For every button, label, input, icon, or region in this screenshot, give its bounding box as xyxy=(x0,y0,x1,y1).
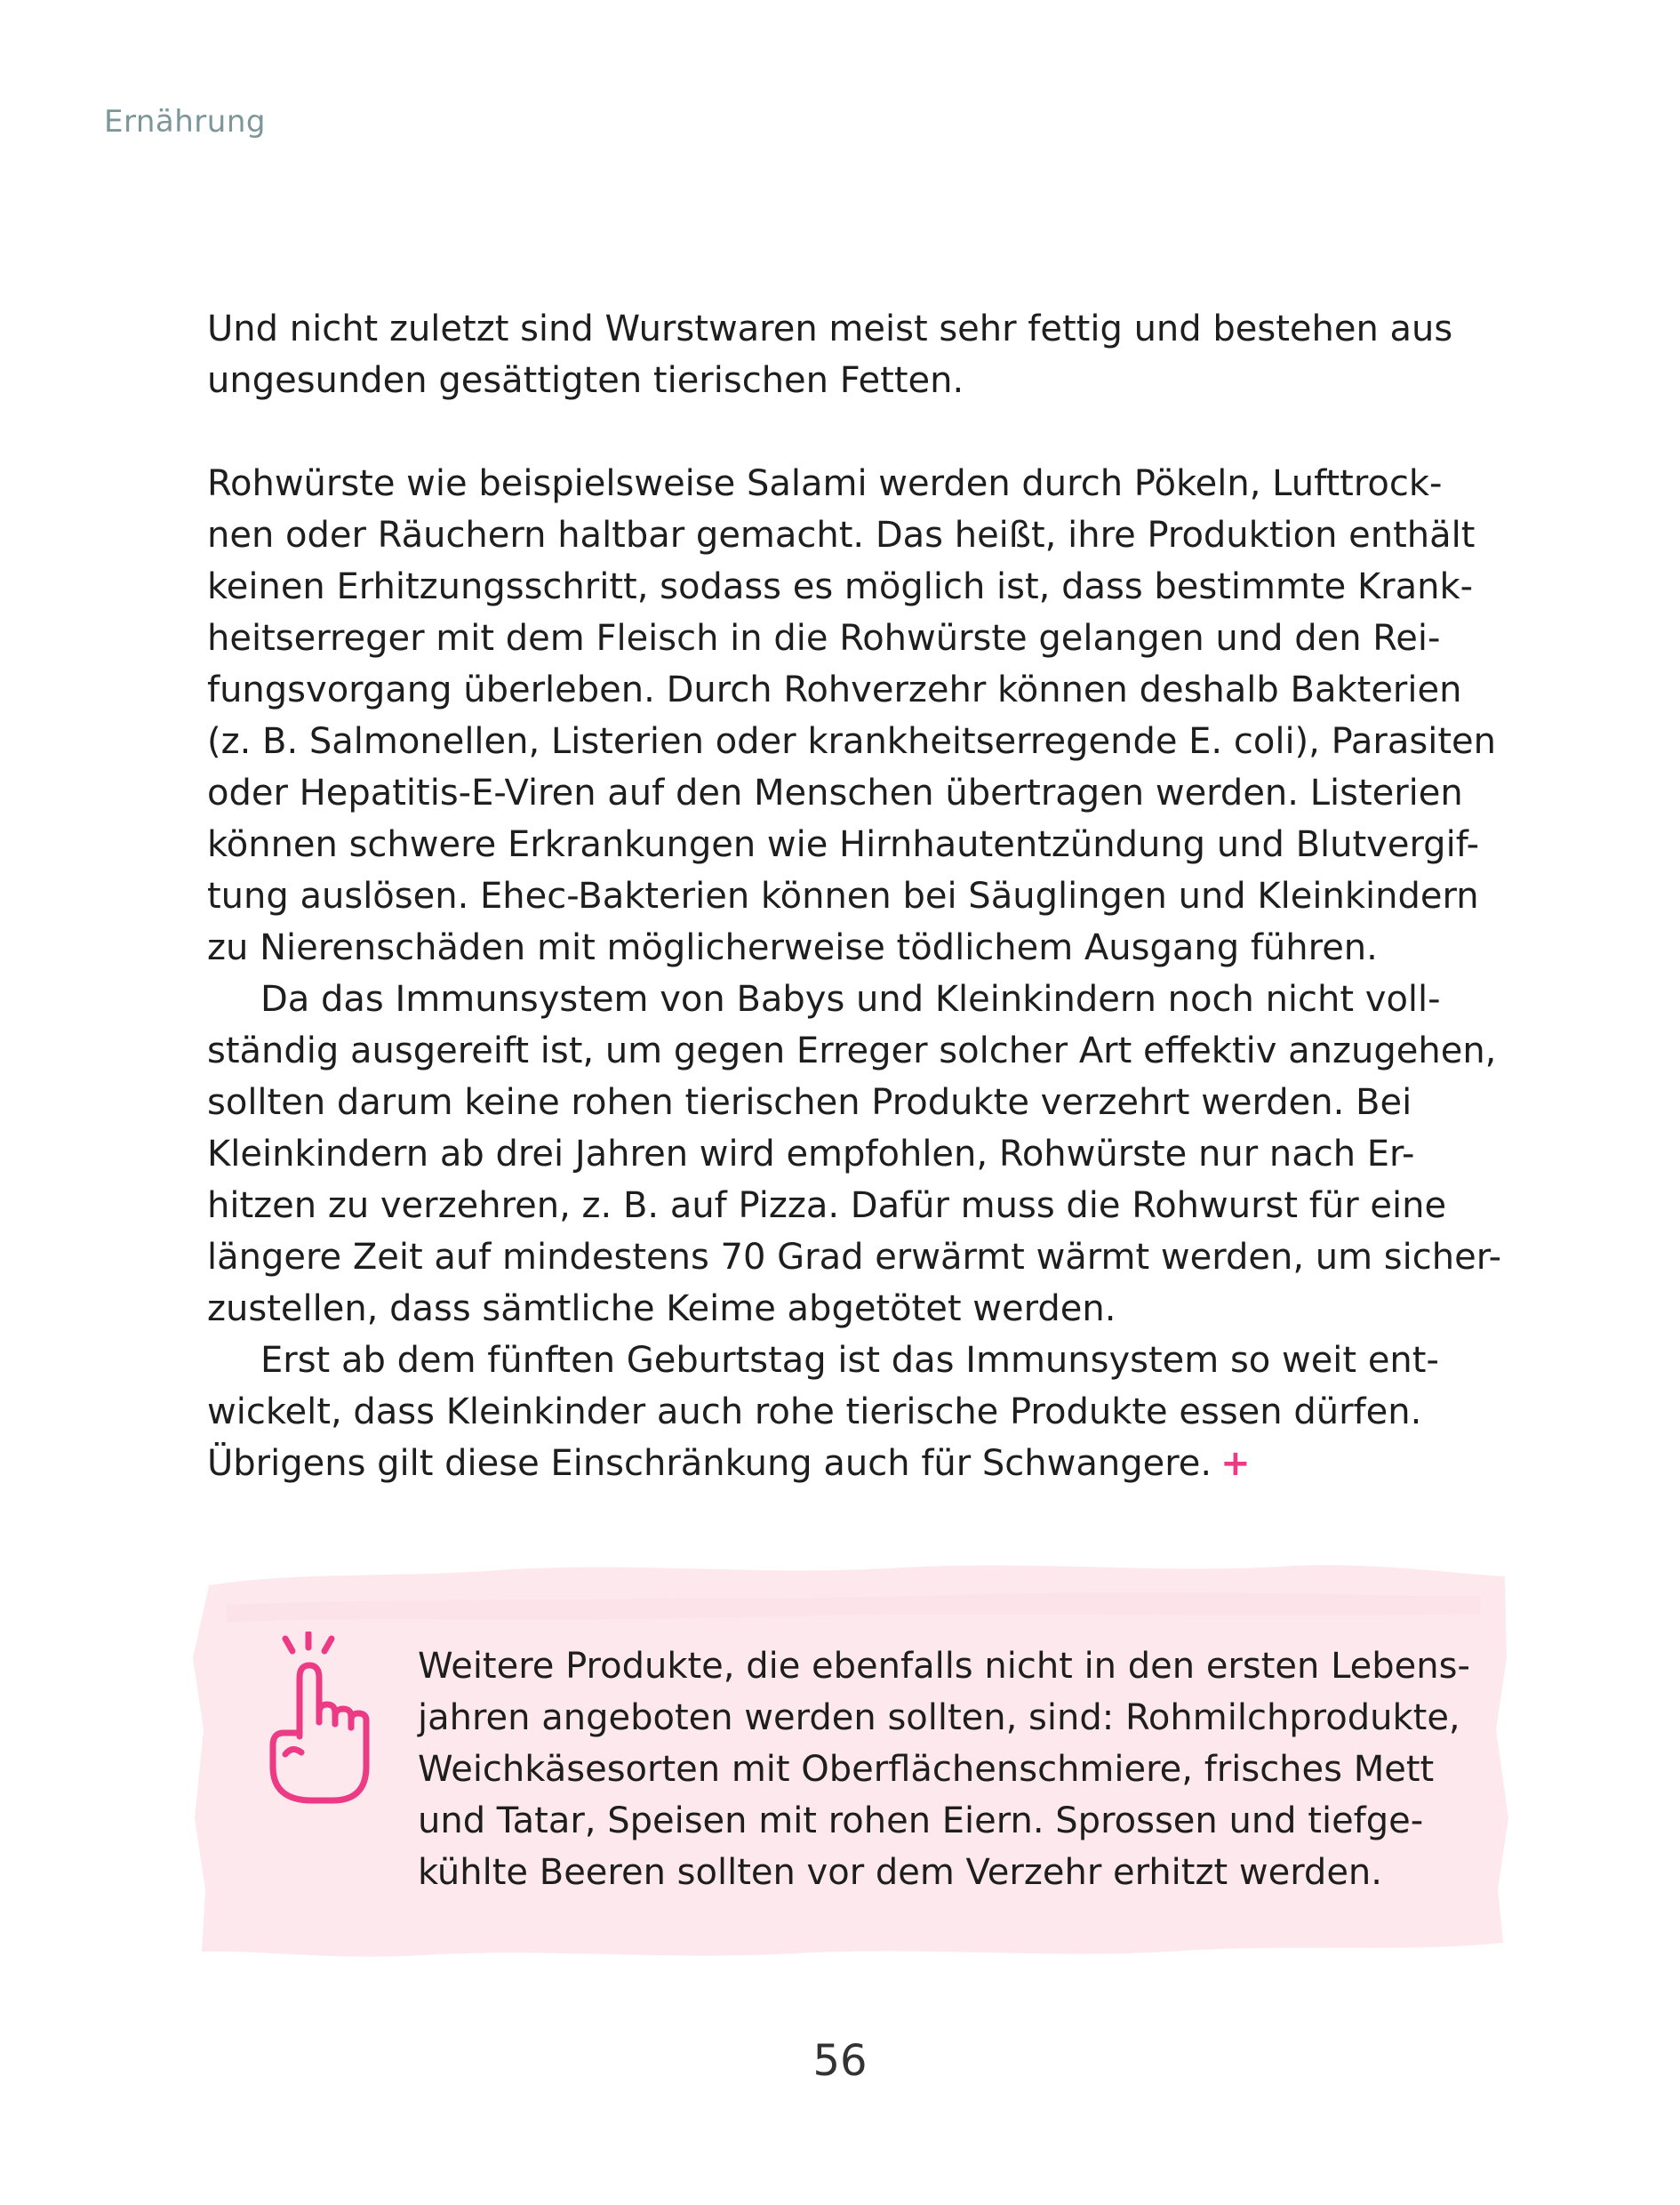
info-callout xyxy=(191,1552,1511,1965)
text-line xyxy=(207,1438,1452,1489)
text-line: zustellen, dass sämtliche Keime abgetötet werden. xyxy=(207,1288,1116,1329)
text-line: zu Nierenschäden mit möglicherweise tödlichem Ausgang führen. xyxy=(207,927,1378,968)
text-line: hitzen zu verzehren, z. B. auf Pizza. Dafür muss die Rohwurst für eine xyxy=(207,1185,1447,1226)
callout-line: kühlte Beeren sollten vor dem Verzehr erhitzt werden. xyxy=(418,1852,1382,1893)
text-line: Rohwürste wie beispielsweise Salami werden durch Pökeln, Lufttrock- xyxy=(207,463,1443,504)
raised-finger-icon xyxy=(266,1632,381,1809)
paragraph-3 xyxy=(207,974,1502,1335)
paragraph-1 xyxy=(207,303,1452,406)
text-line: ungesunden gesättigten tierischen Fetten. xyxy=(207,360,964,401)
text-line: fungsvorgang überleben. Durch Rohverzehr können deshalb Bakterien xyxy=(207,670,1462,710)
callout-line: jahren angeboten werden sollten, sind: Rohmilchprodukte, xyxy=(418,1697,1460,1738)
callout-line: Weichkäsesorten mit Oberflächenschmiere, frisches Mett xyxy=(418,1749,1435,1790)
text-line: oder Hepatitis-E-Viren auf den Menschen übertragen werden. Listerien xyxy=(207,773,1463,814)
text-line: (z. B. Salmonellen, Listerien oder krankheitserregende E. coli), Parasiten xyxy=(207,721,1496,762)
callout-line: Weitere Produkte, die ebenfalls nicht in den ersten Lebens- xyxy=(418,1646,1470,1687)
text-line: wickelt, dass Kleinkinder auch rohe tierische Produkte essen dürfen. xyxy=(207,1391,1422,1432)
text-line: ständig ausgereift ist, um gegen Erreger solcher Art effektiv anzugehen, xyxy=(207,1030,1497,1071)
paragraph-4 xyxy=(207,1335,1452,1489)
text-line: keinen Erhitzungsschritt, sodass es möglich ist, dass bestimmte Krank- xyxy=(207,566,1474,607)
text-line-content: Übrigens gilt diese Einschränkung auch für Schwangere. xyxy=(207,1443,1212,1484)
text-line: sollten darum keine rohen tierischen Produkte verzehrt werden. Bei xyxy=(207,1082,1412,1123)
plus-icon: + xyxy=(1220,1443,1251,1484)
text-line: Da das Immunsystem von Babys und Kleinkindern noch nicht voll- xyxy=(260,979,1441,1020)
callout-text xyxy=(418,1640,1470,1898)
text-line: längere Zeit auf mindestens 70 Grad erwärmt wärmt werden, um sicher- xyxy=(207,1237,1502,1278)
body-text xyxy=(207,303,1502,1489)
text-line: tung auslösen. Ehec-Bakterien können bei Säuglingen und Kleinkindern xyxy=(207,876,1479,917)
running-header: Ernährung xyxy=(104,104,266,140)
text-line: Erst ab dem fünften Geburtstag ist das Immunsystem so weit ent- xyxy=(260,1340,1439,1381)
callout-line: und Tatar, Speisen mit rohen Eiern. Sprossen und tiefge- xyxy=(418,1800,1424,1841)
text-line: können schwere Erkrankungen wie Hirnhautentzündung und Blutvergif- xyxy=(207,824,1480,865)
text-line: Kleinkindern ab drei Jahren wird empfohlen, Rohwürste nur nach Er- xyxy=(207,1134,1415,1175)
paragraph-2 xyxy=(207,458,1496,974)
text-line: heitserreger mit dem Fleisch in die Rohwürste gelangen und den Rei- xyxy=(207,618,1441,659)
text-line: nen oder Räuchern haltbar gemacht. Das heißt, ihre Produktion enthält xyxy=(207,515,1476,556)
page-number: 56 xyxy=(812,2036,868,2086)
text-line: Und nicht zuletzt sind Wurstwaren meist sehr fettig und bestehen aus xyxy=(207,309,1453,349)
